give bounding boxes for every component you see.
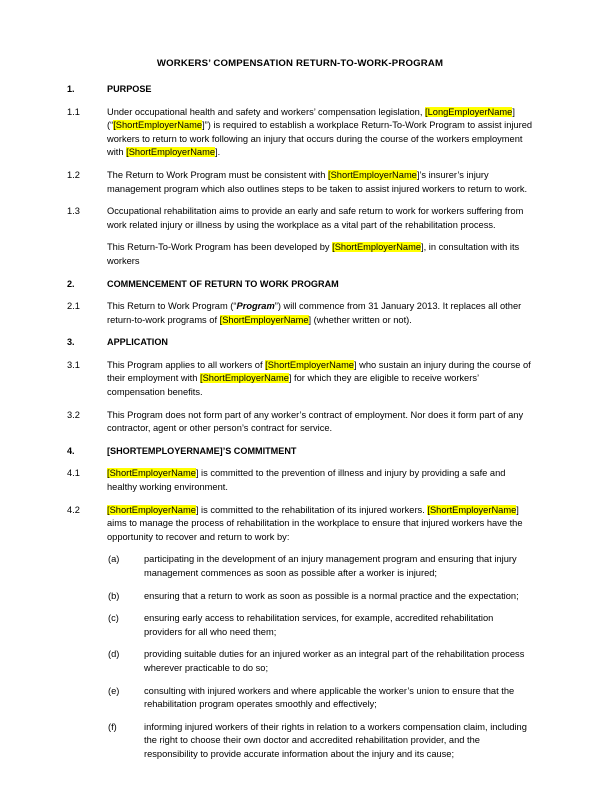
- sub-clause-letter: (f): [108, 721, 117, 732]
- sub-clause: [108, 553, 533, 580]
- section-heading: [67, 83, 533, 97]
- sub-clause-letter: (e): [108, 685, 120, 696]
- sub-clause-text: informing injured workers of their rights in relation to a workers compensation claim, including the right to choose their own doctor and accredited rehabilitation provider, and the responsibility to provide accurate information about the injury and its cause;: [144, 721, 527, 759]
- section-number: 1.: [67, 83, 75, 94]
- text-run: Occupational rehabilitation aims to provide an early and safe return to work for workers suffering from work related injury or illness by using the workplace as a vital part of the rehabilitation process.: [107, 206, 524, 230]
- clause: [67, 409, 533, 436]
- text-run: ].: [215, 147, 221, 158]
- text-run: ] is committed to the prevention of illness and injury by providing a safe and healthy working environment.: [107, 468, 506, 493]
- clause: [67, 106, 533, 160]
- clause-text: [107, 300, 533, 327]
- sub-clause: [108, 685, 533, 712]
- highlighted-placeholder: [ShortEmployerName: [200, 373, 289, 384]
- clause-text: [107, 359, 533, 400]
- text-run: ], in consultation with its workers: [107, 242, 520, 266]
- clause-number: 3.2: [67, 409, 80, 420]
- sub-clause-text: consulting with injured workers and where applicable the worker’s union to ensure that the rehabilitation program operates smoothly and effectively;: [144, 685, 515, 710]
- text-run: This Program applies to all workers of: [107, 359, 266, 370]
- highlighted-placeholder: [ShortEmployerName: [327, 169, 417, 180]
- section-number: 2.: [67, 278, 75, 289]
- section-heading: [67, 278, 533, 292]
- clause: [67, 504, 533, 545]
- section-heading-text: PURPOSE: [107, 83, 152, 94]
- text-run: ] for which they are eligible to receive workers’ compensation benefits.: [107, 373, 479, 398]
- text-run: ]’s insurer’s injury management program which also outlines steps to be taken to assist injured workers to return to work.: [107, 169, 528, 194]
- section-heading: [67, 336, 533, 350]
- text-run: ] (“: [107, 106, 515, 131]
- section-heading-text: COMMENCEMENT OF RETURN TO WORK PROGRAM: [107, 278, 339, 289]
- highlighted-placeholder: [ShortEmployerName: [219, 314, 309, 325]
- clause-text: [107, 205, 533, 232]
- clause-number: 1.1: [67, 106, 80, 117]
- clause-number: 1.2: [67, 169, 80, 180]
- text-run: ] is committed to the rehabilitation of its injured workers.: [195, 504, 428, 515]
- clause-number: 2.1: [67, 301, 80, 312]
- text-run: This Return to Work Program (“: [107, 301, 237, 312]
- highlighted-placeholder: [ShortEmployerName: [427, 504, 517, 515]
- sub-clause: [108, 721, 533, 762]
- text-run: Under occupational health and safety and workers’ compensation legislation,: [107, 106, 426, 117]
- highlighted-placeholder: [LongEmployerName: [425, 106, 513, 117]
- highlighted-placeholder: [ShortEmployerName: [107, 504, 196, 515]
- continuation-paragraph: [107, 241, 533, 268]
- text-run: The Return to Work Program must be consistent with: [107, 169, 328, 180]
- highlighted-placeholder: [ShortEmployerName: [126, 147, 215, 158]
- section-heading-text: APPLICATION: [107, 337, 168, 348]
- clause-text: [107, 169, 533, 196]
- section-number: 3.: [67, 337, 75, 348]
- page-title: WORKERS’ COMPENSATION RETURN-TO-WORK-PROGRAM: [156, 58, 444, 69]
- sub-clause-text: participating in the development of an injury management program and ensuring that injury management commences as soon as possible after a worker is injured;: [144, 554, 517, 579]
- highlighted-placeholder: [ShortEmployerName: [107, 468, 196, 479]
- text-run: ] (whether written or not).: [308, 314, 412, 325]
- clause: [67, 359, 533, 400]
- clause: [67, 169, 533, 196]
- clause-text: [107, 409, 533, 436]
- clause: [67, 467, 533, 494]
- clause-text: [107, 467, 533, 494]
- highlighted-placeholder: [ShortEmployerName: [332, 242, 422, 253]
- document-body: [67, 83, 533, 762]
- highlighted-placeholder: [ShortEmployerName: [113, 120, 203, 131]
- sub-clause-text: providing suitable duties for an injured worker as an integral part of the rehabilitation process wherever practicable to do so;: [144, 649, 525, 673]
- text-run: ] who sustain an injury during the course of their employment with: [107, 359, 531, 384]
- sub-clause-letter: (d): [108, 649, 120, 660]
- sub-clause-letter: (c): [108, 613, 119, 624]
- clause: [67, 300, 533, 327]
- clause-number: 4.1: [67, 468, 80, 479]
- sub-clause-text: ensuring early access to rehabilitation services, for example, accredited rehabilitation providers for all who need them;: [144, 613, 494, 637]
- section-heading: [67, 445, 533, 459]
- section-heading-text: [SHORTEMPLOYERNAME]’S COMMITMENT: [107, 445, 297, 456]
- highlighted-placeholder: [ShortEmployerName: [265, 359, 354, 370]
- section-number: 4.: [67, 445, 75, 456]
- sub-clause-text: ensuring that a return to work as soon as possible is a normal practice and the expectation;: [144, 590, 519, 601]
- clause-number: 1.3: [67, 206, 80, 217]
- defined-term: Program: [236, 301, 275, 312]
- sub-clause: [108, 648, 533, 675]
- sub-clause-letter: (b): [108, 590, 120, 601]
- clause-number: 4.2: [67, 504, 80, 515]
- clause-text: [107, 504, 533, 545]
- sub-clause: [108, 590, 533, 604]
- clause: [67, 205, 533, 232]
- clause-text: [107, 106, 533, 160]
- sub-clause-letter: (a): [108, 554, 120, 565]
- clause-number: 3.1: [67, 359, 80, 370]
- text-run: This Program does not form part of any worker’s contract of employment. Nor does it form part of any contractor, agent or other person’s contract for service.: [107, 409, 524, 434]
- text-run: ] aims to manage the process of rehabilitation in the workplace to ensure that injured workers have the opportunity to recover and return to work by:: [107, 504, 523, 542]
- sub-clause: [108, 612, 533, 639]
- text-run: ”) will commence from 31 January 2013. It replaces all other return-to-work programs of: [107, 301, 522, 325]
- text-run: This Return-To-Work Program has been developed by: [107, 242, 333, 253]
- text-run: ]”) is required to establish a workplace Return-To-Work Program to assist injured workers to return to work following an injury that occurs during the course of the workers employment with: [107, 120, 533, 158]
